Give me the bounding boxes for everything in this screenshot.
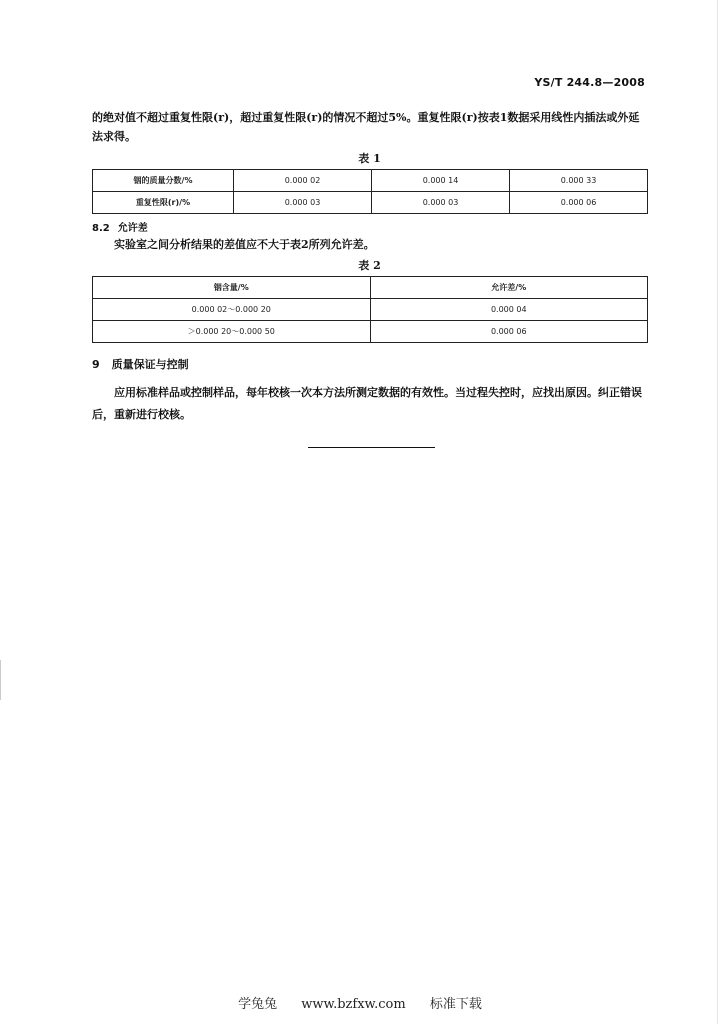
table-header-cell: 允许差/% [370, 277, 648, 299]
table-header-cell: 铟含量/% [93, 277, 371, 299]
table-cell-label: 重复性限(r)/% [93, 192, 234, 214]
table-row [93, 321, 648, 343]
footer-tagline: 标准下载 [429, 997, 482, 1012]
section-number: 8.2 [92, 223, 110, 234]
table2 [92, 276, 648, 343]
table-cell: 0.000 03 [372, 192, 510, 214]
footer-site-name: 学兔兔 [238, 997, 278, 1012]
table-cell: ＞0.000 20～0.000 50 [93, 321, 371, 343]
table-cell: 0.000 06 [370, 321, 648, 343]
section-9-heading [92, 356, 189, 372]
scan-edge-line [717, 0, 718, 1024]
section-number: 9 [92, 358, 100, 371]
scan-edge-mark [0, 660, 1, 700]
section-9-text: 应用标准样品或控制样品，每年校核一次本方法所测定数据的有效性。当过程失控时，应找出原因。纠正错误后，重新进行校核。 [92, 386, 642, 421]
section-8-2-heading [92, 219, 148, 234]
footer-url: www.bzfxw.com [301, 997, 406, 1012]
table-cell: 0.000 04 [370, 299, 648, 321]
table-cell: 0.000 06 [510, 192, 648, 214]
table-row [93, 192, 648, 214]
standard-code: YS/T 244.8—2008 [534, 76, 645, 89]
table-cell: 0.000 14 [372, 170, 510, 192]
table-header-row [93, 277, 648, 299]
table-cell: 0.000 02～0.000 20 [93, 299, 371, 321]
section-title: 质量保证与控制 [111, 358, 189, 371]
table-cell-label: 铟的质量分数/% [93, 170, 234, 192]
table-cell: 0.000 03 [234, 192, 372, 214]
section-8-2-text: 实验室之间分析结果的差值应不大于表2所列允许差。 [114, 238, 375, 251]
table-cell: 0.000 33 [510, 170, 648, 192]
footer-watermark [0, 993, 720, 1012]
end-rule-divider [308, 447, 435, 448]
table1-caption: 表 1 [358, 152, 381, 165]
intro-paragraph: 的绝对值不超过重复性限(r)，超过重复性限(r)的情况不超过5%。重复性限(r)按表1数据采用线性内插法或外延法求得。 [92, 111, 640, 143]
table-row [93, 299, 648, 321]
section-title: 允许差 [117, 223, 148, 234]
table2-caption: 表 2 [358, 259, 381, 272]
table-row [93, 170, 648, 192]
table1 [92, 169, 648, 214]
table-cell: 0.000 02 [234, 170, 372, 192]
